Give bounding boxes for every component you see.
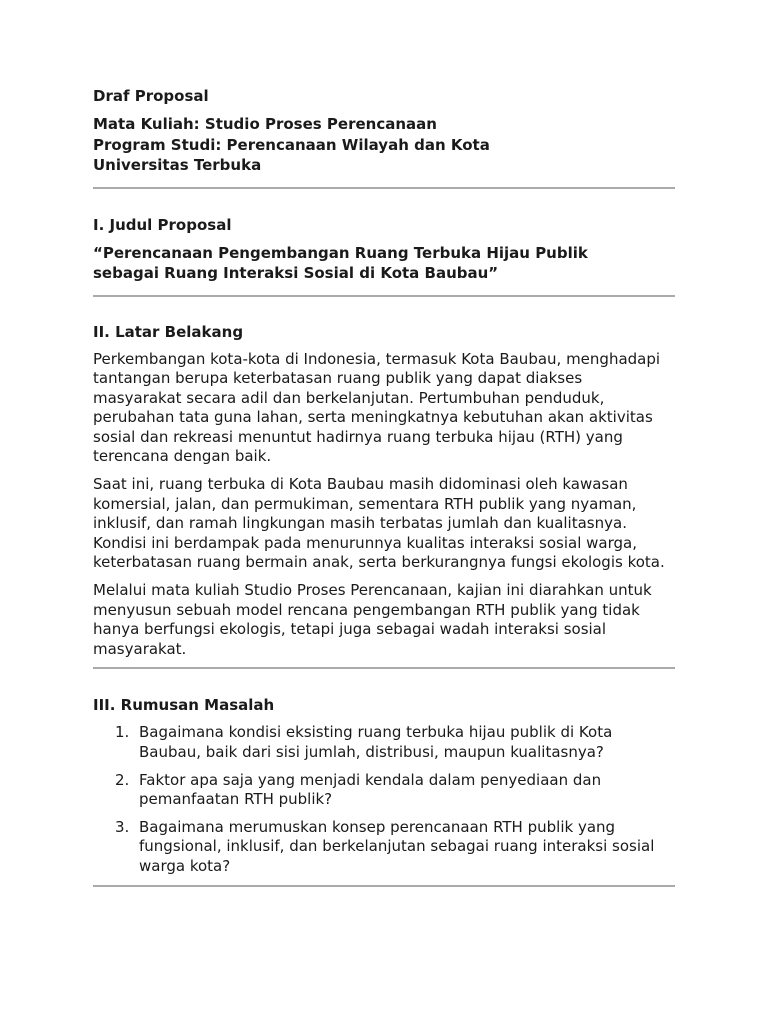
list-item-text: Bagaimana kondisi eksisting ruang terbuka hijau publik di Kota Baubau, baik dari sisi jumlah, distribusi, maupun kualitasnya?: [139, 723, 613, 761]
paragraph: Perkembangan kota-kota di Indonesia, termasuk Kota Baubau, menghadapi tantangan berupa keterbatasan ruang publik yang dapat diakses masyarakat secara adil dan berkelanjutan. Pertumbuhan penduduk, perubahan tata guna lahan, serta meningkatnya kebutuhan akan aktivitas sosial dan rekreasi menuntut hadirnya ruang terbuka hijau (RTH) yang terencana dengan baik.: [93, 349, 661, 466]
paragraph: Melalui mata kuliah Studio Proses Perencanaan, kajian ini diarahkan untuk menyusun sebuah model rencana pengembangan RTH publik yang tidak hanya berfungsi ekologis, tetapi juga sebagai wadah interaksi sosial masyarakat.: [93, 581, 652, 658]
divider: [93, 885, 675, 887]
list-number: 3.: [115, 817, 130, 836]
section-heading: II. Latar Belakang: [93, 322, 244, 341]
document-header: [93, 86, 675, 176]
study-program: Program Studi: Perencanaan Wilayah dan Kota: [93, 135, 490, 154]
list-item-text: Faktor apa saja yang menjadi kendala dalam penyediaan dan pemanfaatan RTH publik?: [139, 770, 602, 809]
list-item-text: Bagaimana merumuskan konsep perencanaan RTH publik yang fungsional, inklusif, dan berkelanjutan sebagai ruang interaksi sosial warga kota?: [139, 817, 655, 875]
proposal-title-line: “Perencanaan Pengembangan Ruang Terbuka Hijau Publik: [93, 243, 588, 262]
list-number: 2.: [115, 770, 130, 789]
divider: [93, 295, 675, 297]
section-problem-statement: [93, 695, 675, 876]
divider: [93, 187, 675, 189]
proposal-title-line: sebagai Ruang Interaksi Sosial di Kota Baubau”: [93, 264, 499, 282]
list-item: [93, 723, 675, 762]
list-item: [93, 771, 675, 810]
section-heading: III. Rumusan Masalah: [93, 696, 275, 715]
divider: [93, 667, 675, 669]
draft-title: Draf Proposal: [93, 87, 209, 105]
course-name: Mata Kuliah: Studio Proses Perencanaan: [93, 115, 437, 133]
university-name: Universitas Terbuka: [93, 156, 262, 174]
paragraph: Saat ini, ruang terbuka di Kota Baubau masih didominasi oleh kawasan komersial, jalan, dan permukiman, sementara RTH publik yang nyaman, inklusif, dan ramah lingkungan masih terbatas jumlah dan kualitasnya. Kondisi ini berdampak pada menurunnya kualitas interaksi sosial warga, keterbatasan ruang bermain anak, serta berkurangnya fungsi ekologis kota.: [93, 475, 665, 572]
list-item: [93, 818, 675, 877]
list-number: 1.: [115, 723, 130, 742]
document-content: [93, 86, 675, 887]
section-heading: I. Judul Proposal: [93, 215, 232, 234]
section-proposal-title: [93, 215, 675, 284]
section-background: [93, 322, 675, 660]
problem-list: [93, 723, 675, 876]
